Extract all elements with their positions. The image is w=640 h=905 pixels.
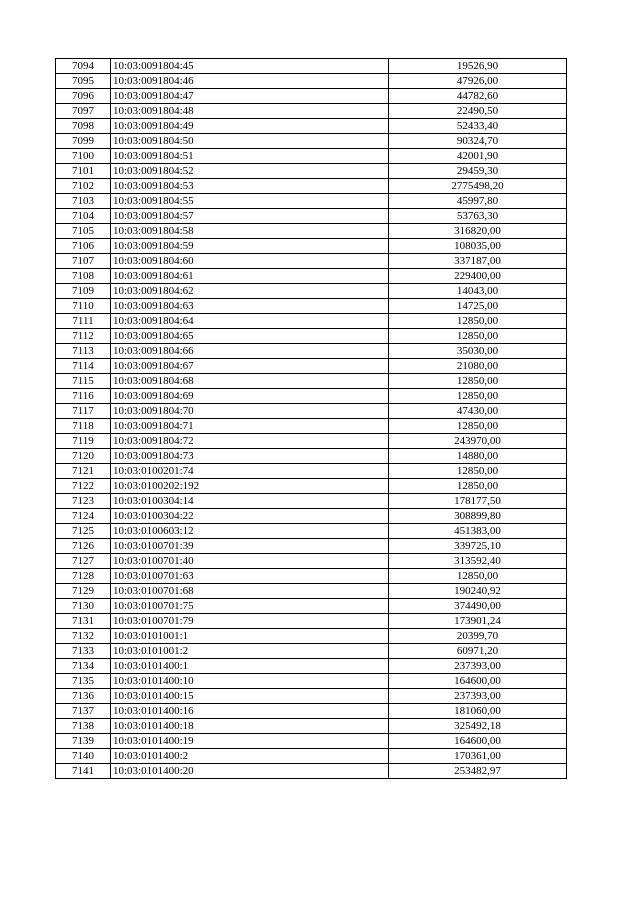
cadastral-number: 10:03:0091804:59 xyxy=(111,239,389,254)
cadastral-number: 10:03:0101400:20 xyxy=(111,764,389,779)
row-number: 7118 xyxy=(56,419,111,434)
amount: 52433,40 xyxy=(389,119,567,134)
amount: 53763,30 xyxy=(389,209,567,224)
table-row xyxy=(56,614,567,629)
table-row xyxy=(56,329,567,344)
amount: 60971,20 xyxy=(389,644,567,659)
cadastral-number: 10:03:0101400:16 xyxy=(111,704,389,719)
amount: 2775498,20 xyxy=(389,179,567,194)
table-row xyxy=(56,254,567,269)
amount: 19526,90 xyxy=(389,59,567,74)
cadastral-number: 10:03:0091804:49 xyxy=(111,119,389,134)
cadastral-number: 10:03:0100701:79 xyxy=(111,614,389,629)
cadastral-number: 10:03:0091804:48 xyxy=(111,104,389,119)
table-row xyxy=(56,524,567,539)
table-row xyxy=(56,164,567,179)
table-row xyxy=(56,224,567,239)
row-number: 7129 xyxy=(56,584,111,599)
cadastral-number: 10:03:0091804:73 xyxy=(111,449,389,464)
row-number: 7141 xyxy=(56,764,111,779)
amount: 12850,00 xyxy=(389,569,567,584)
row-number: 7133 xyxy=(56,644,111,659)
cadastral-number: 10:03:0091804:64 xyxy=(111,314,389,329)
amount: 316820,00 xyxy=(389,224,567,239)
table-row xyxy=(56,569,567,584)
row-number: 7138 xyxy=(56,719,111,734)
amount: 14880,00 xyxy=(389,449,567,464)
amount: 21080,00 xyxy=(389,359,567,374)
row-number: 7125 xyxy=(56,524,111,539)
cadastral-number: 10:03:0100701:63 xyxy=(111,569,389,584)
amount: 170361,00 xyxy=(389,749,567,764)
table-row xyxy=(56,689,567,704)
cadastral-number: 10:03:0091804:62 xyxy=(111,284,389,299)
table-row xyxy=(56,659,567,674)
amount: 35030,00 xyxy=(389,344,567,359)
cadastral-number: 10:03:0101400:18 xyxy=(111,719,389,734)
table-row xyxy=(56,404,567,419)
row-number: 7104 xyxy=(56,209,111,224)
table-row xyxy=(56,89,567,104)
cadastral-number: 10:03:0091804:70 xyxy=(111,404,389,419)
table-row xyxy=(56,359,567,374)
row-number: 7128 xyxy=(56,569,111,584)
cadastral-number: 10:03:0091804:46 xyxy=(111,74,389,89)
row-number: 7135 xyxy=(56,674,111,689)
row-number: 7105 xyxy=(56,224,111,239)
cadastral-number: 10:03:0101400:10 xyxy=(111,674,389,689)
cadastral-number: 10:03:0091804:55 xyxy=(111,194,389,209)
row-number: 7097 xyxy=(56,104,111,119)
cadastral-number: 10:03:0091804:50 xyxy=(111,134,389,149)
cadastral-number: 10:03:0091804:53 xyxy=(111,179,389,194)
table-row xyxy=(56,59,567,74)
row-number: 7115 xyxy=(56,374,111,389)
table-row xyxy=(56,269,567,284)
table-row xyxy=(56,434,567,449)
cadastral-number: 10:03:0101400:2 xyxy=(111,749,389,764)
cadastral-number: 10:03:0100304:22 xyxy=(111,509,389,524)
table-row xyxy=(56,194,567,209)
row-number: 7117 xyxy=(56,404,111,419)
row-number: 7137 xyxy=(56,704,111,719)
row-number: 7112 xyxy=(56,329,111,344)
row-number: 7139 xyxy=(56,734,111,749)
cadastral-number: 10:03:0100201:74 xyxy=(111,464,389,479)
row-number: 7109 xyxy=(56,284,111,299)
row-number: 7110 xyxy=(56,299,111,314)
row-number: 7131 xyxy=(56,614,111,629)
row-number: 7120 xyxy=(56,449,111,464)
table-row xyxy=(56,494,567,509)
row-number: 7113 xyxy=(56,344,111,359)
row-number: 7121 xyxy=(56,464,111,479)
row-number: 7095 xyxy=(56,74,111,89)
cadastral-number: 10:03:0091804:45 xyxy=(111,59,389,74)
table-row xyxy=(56,344,567,359)
table-row xyxy=(56,599,567,614)
cadastral-number: 10:03:0100304:14 xyxy=(111,494,389,509)
amount: 181060,00 xyxy=(389,704,567,719)
cadastral-number: 10:03:0091804:58 xyxy=(111,224,389,239)
table-row xyxy=(56,749,567,764)
cadastral-number: 10:03:0091804:57 xyxy=(111,209,389,224)
amount: 374490,00 xyxy=(389,599,567,614)
row-number: 7136 xyxy=(56,689,111,704)
cadastral-number: 10:03:0101400:1 xyxy=(111,659,389,674)
cadastral-number: 10:03:0091804:47 xyxy=(111,89,389,104)
amount: 20399,70 xyxy=(389,629,567,644)
row-number: 7098 xyxy=(56,119,111,134)
amount: 237393,00 xyxy=(389,659,567,674)
table-row xyxy=(56,239,567,254)
row-number: 7114 xyxy=(56,359,111,374)
row-number: 7111 xyxy=(56,314,111,329)
table-row xyxy=(56,299,567,314)
table-row xyxy=(56,584,567,599)
amount: 12850,00 xyxy=(389,389,567,404)
table-row xyxy=(56,134,567,149)
cadastral-number: 10:03:0100202:192 xyxy=(111,479,389,494)
amount: 12850,00 xyxy=(389,314,567,329)
cadastral-number: 10:03:0091804:66 xyxy=(111,344,389,359)
row-number: 7101 xyxy=(56,164,111,179)
amount: 12850,00 xyxy=(389,464,567,479)
table-row xyxy=(56,449,567,464)
amount: 12850,00 xyxy=(389,479,567,494)
amount: 42001,90 xyxy=(389,149,567,164)
amount: 44782,60 xyxy=(389,89,567,104)
amount: 337187,00 xyxy=(389,254,567,269)
amount: 313592,40 xyxy=(389,554,567,569)
table-row xyxy=(56,419,567,434)
amount: 190240,92 xyxy=(389,584,567,599)
row-number: 7140 xyxy=(56,749,111,764)
amount: 339725,10 xyxy=(389,539,567,554)
cadastral-number: 10:03:0091804:60 xyxy=(111,254,389,269)
table-row xyxy=(56,104,567,119)
cadastral-number: 10:03:0100603:12 xyxy=(111,524,389,539)
amount: 253482,97 xyxy=(389,764,567,779)
row-number: 7122 xyxy=(56,479,111,494)
row-number: 7130 xyxy=(56,599,111,614)
amount: 47926,00 xyxy=(389,74,567,89)
amount: 164600,00 xyxy=(389,734,567,749)
amount: 108035,00 xyxy=(389,239,567,254)
cadastral-number: 10:03:0101400:19 xyxy=(111,734,389,749)
amount: 47430,00 xyxy=(389,404,567,419)
row-number: 7119 xyxy=(56,434,111,449)
cadastral-number: 10:03:0091804:69 xyxy=(111,389,389,404)
amount: 14043,00 xyxy=(389,284,567,299)
amount: 22490,50 xyxy=(389,104,567,119)
row-number: 7108 xyxy=(56,269,111,284)
cadastral-number: 10:03:0091804:68 xyxy=(111,374,389,389)
row-number: 7116 xyxy=(56,389,111,404)
table-row xyxy=(56,629,567,644)
cadastral-number: 10:03:0100701:68 xyxy=(111,584,389,599)
table-row xyxy=(56,374,567,389)
table-row xyxy=(56,149,567,164)
amount: 90324,70 xyxy=(389,134,567,149)
amount: 451383,00 xyxy=(389,524,567,539)
amount: 173901,24 xyxy=(389,614,567,629)
cadastral-number: 10:03:0091804:51 xyxy=(111,149,389,164)
table-row xyxy=(56,734,567,749)
cadastral-number: 10:03:0101001:1 xyxy=(111,629,389,644)
cadastral-number: 10:03:0100701:40 xyxy=(111,554,389,569)
table-row xyxy=(56,554,567,569)
table-row xyxy=(56,209,567,224)
row-number: 7107 xyxy=(56,254,111,269)
table-row xyxy=(56,764,567,779)
table-row xyxy=(56,509,567,524)
row-number: 7106 xyxy=(56,239,111,254)
row-number: 7132 xyxy=(56,629,111,644)
cadastral-number: 10:03:0091804:61 xyxy=(111,269,389,284)
cadastral-number: 10:03:0100701:75 xyxy=(111,599,389,614)
cadastral-number: 10:03:0091804:67 xyxy=(111,359,389,374)
cadastral-number: 10:03:0091804:52 xyxy=(111,164,389,179)
cadastral-number: 10:03:0091804:63 xyxy=(111,299,389,314)
row-number: 7096 xyxy=(56,89,111,104)
amount: 229400,00 xyxy=(389,269,567,284)
table-row xyxy=(56,389,567,404)
cadastral-number: 10:03:0100701:39 xyxy=(111,539,389,554)
table-row xyxy=(56,539,567,554)
table-body xyxy=(56,59,567,779)
cadastral-number: 10:03:0091804:72 xyxy=(111,434,389,449)
amount: 164600,00 xyxy=(389,674,567,689)
table-row xyxy=(56,719,567,734)
amount: 308899,80 xyxy=(389,509,567,524)
cadastral-number: 10:03:0101001:2 xyxy=(111,644,389,659)
table-row xyxy=(56,479,567,494)
row-number: 7134 xyxy=(56,659,111,674)
table-row xyxy=(56,704,567,719)
data-table xyxy=(55,58,567,779)
row-number: 7127 xyxy=(56,554,111,569)
row-number: 7123 xyxy=(56,494,111,509)
table-row xyxy=(56,464,567,479)
amount: 45997,80 xyxy=(389,194,567,209)
amount: 12850,00 xyxy=(389,329,567,344)
cadastral-number: 10:03:0091804:65 xyxy=(111,329,389,344)
table-row xyxy=(56,644,567,659)
amount: 12850,00 xyxy=(389,374,567,389)
cadastral-number: 10:03:0101400:15 xyxy=(111,689,389,704)
row-number: 7126 xyxy=(56,539,111,554)
amount: 14725,00 xyxy=(389,299,567,314)
table-row xyxy=(56,674,567,689)
row-number: 7124 xyxy=(56,509,111,524)
row-number: 7103 xyxy=(56,194,111,209)
amount: 29459,30 xyxy=(389,164,567,179)
amount: 325492,18 xyxy=(389,719,567,734)
table-row xyxy=(56,119,567,134)
amount: 243970,00 xyxy=(389,434,567,449)
table-row xyxy=(56,179,567,194)
amount: 178177,50 xyxy=(389,494,567,509)
row-number: 7094 xyxy=(56,59,111,74)
cadastral-number: 10:03:0091804:71 xyxy=(111,419,389,434)
row-number: 7102 xyxy=(56,179,111,194)
table-row xyxy=(56,74,567,89)
amount: 237393,00 xyxy=(389,689,567,704)
table-row xyxy=(56,314,567,329)
table-row xyxy=(56,284,567,299)
row-number: 7099 xyxy=(56,134,111,149)
row-number: 7100 xyxy=(56,149,111,164)
amount: 12850,00 xyxy=(389,419,567,434)
